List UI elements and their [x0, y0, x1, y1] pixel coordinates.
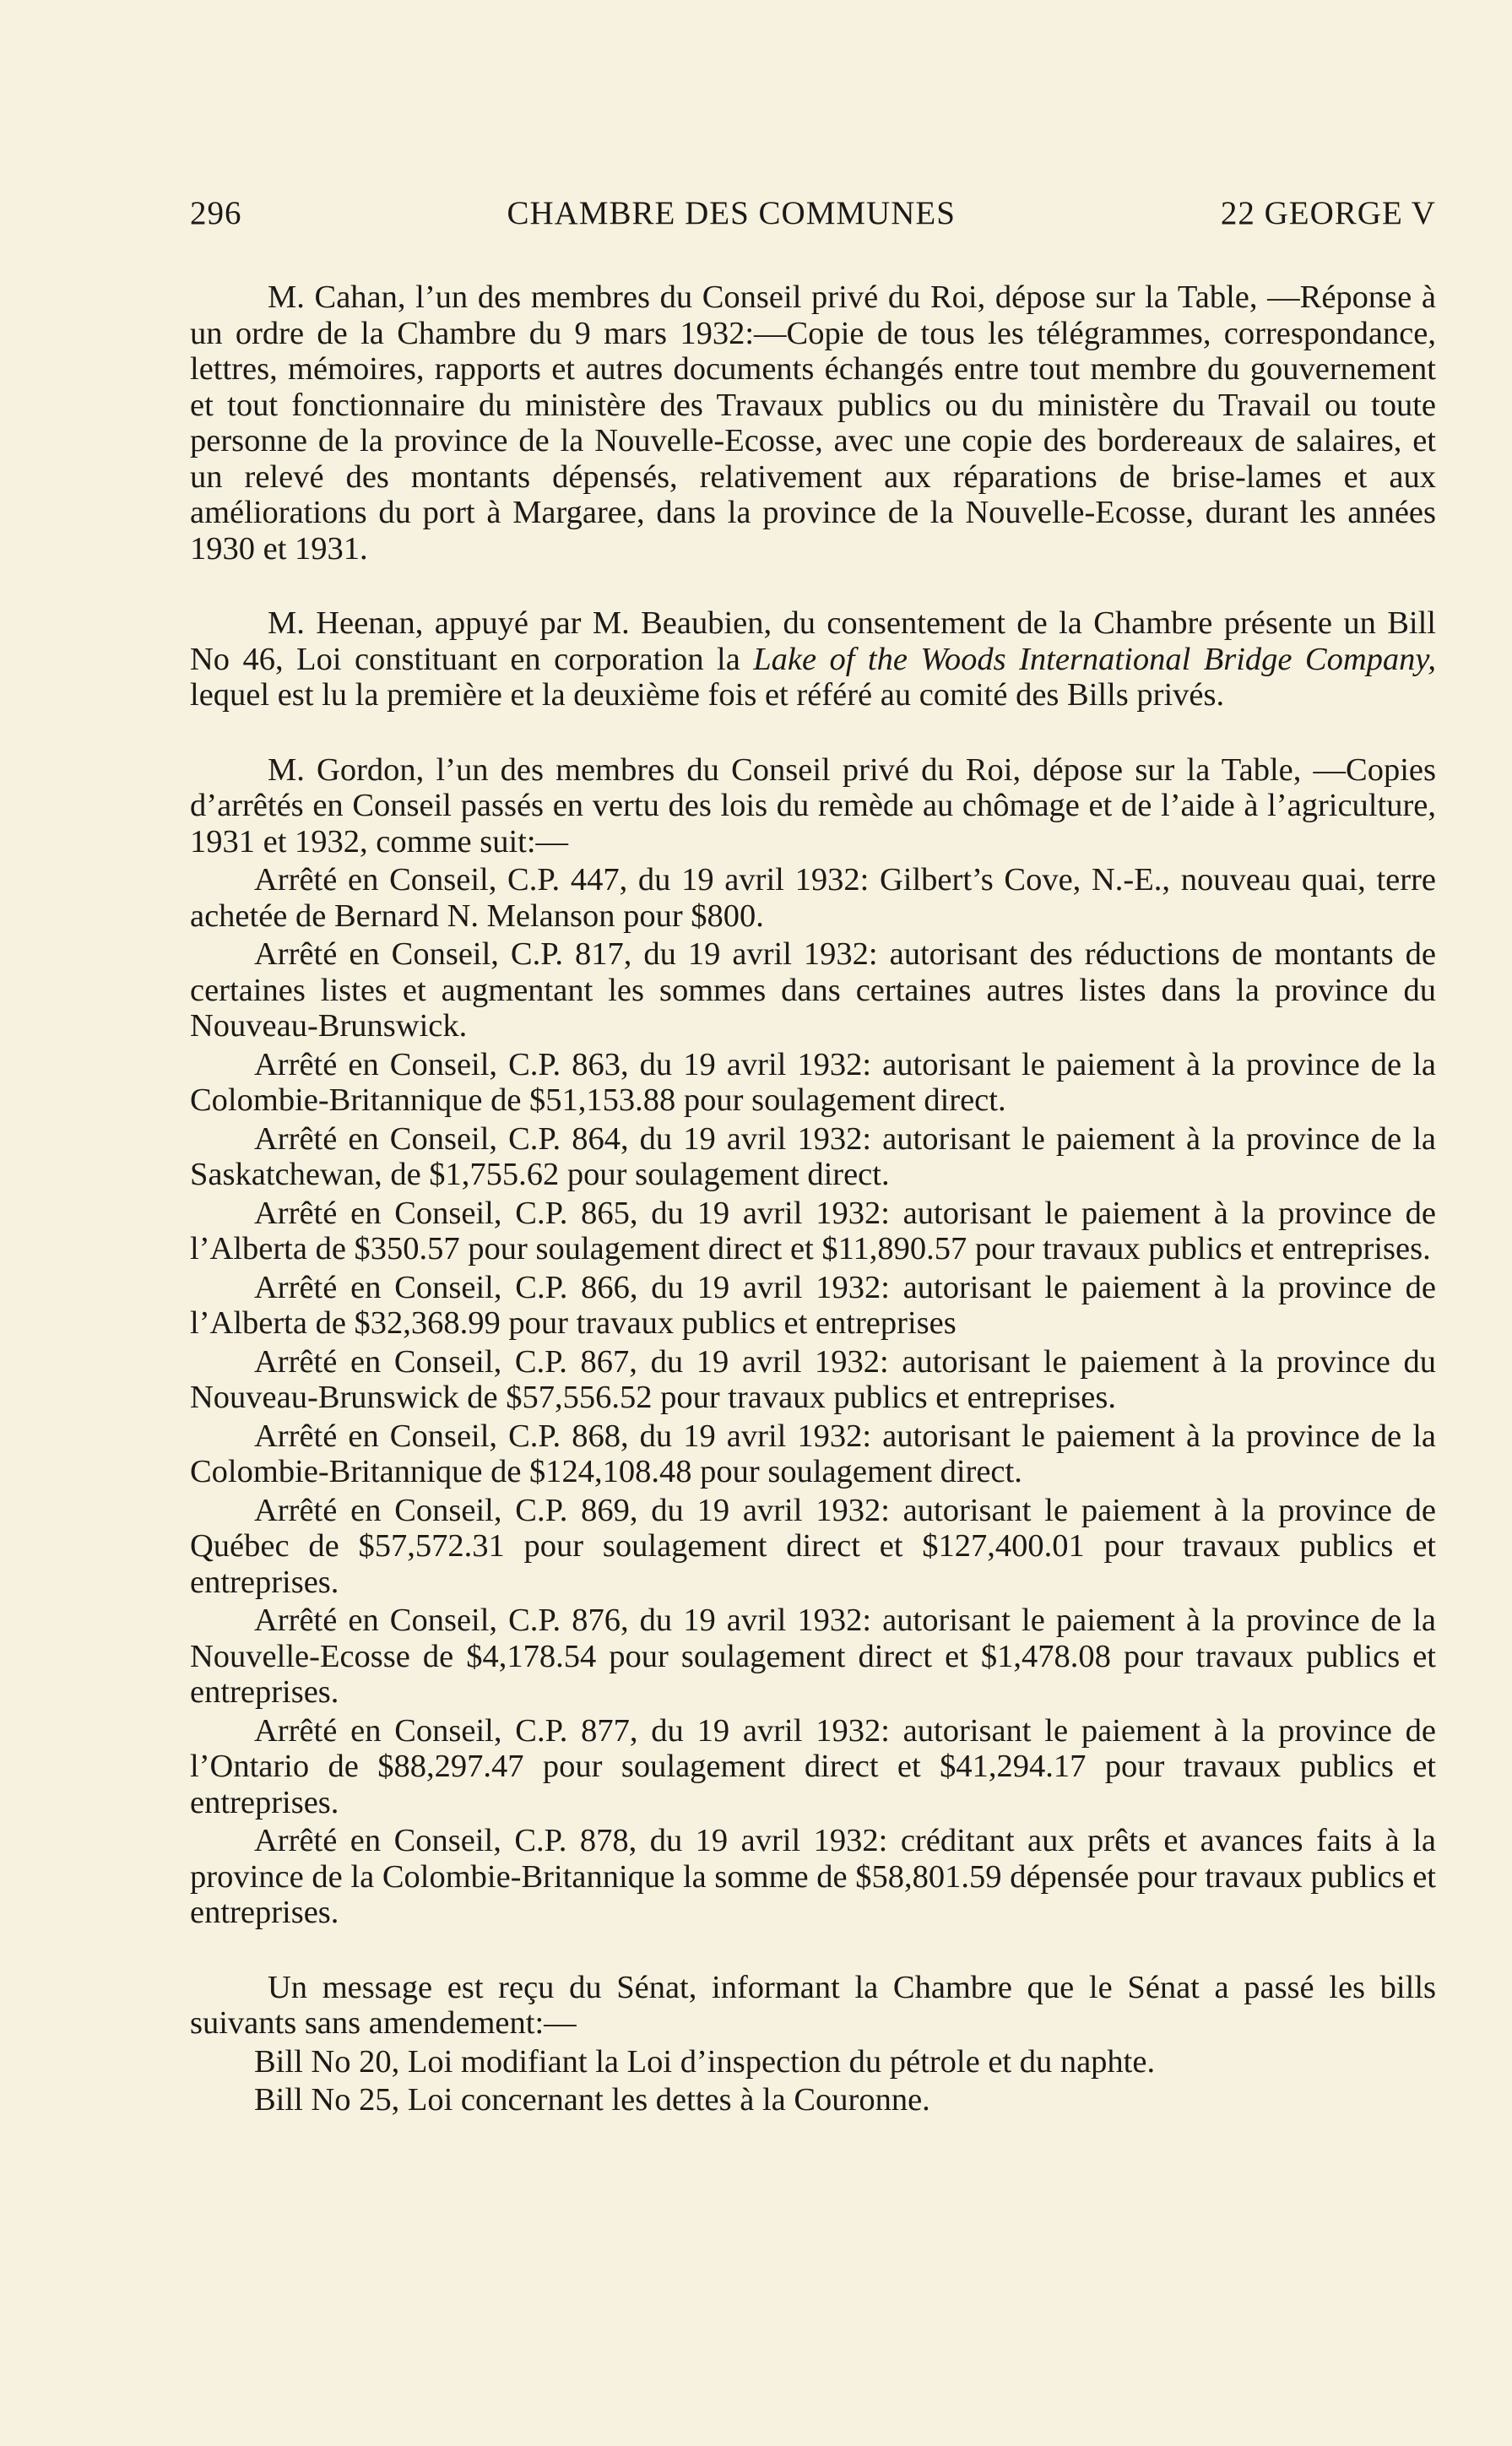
page-number: 296 — [190, 195, 242, 231]
page-body — [190, 279, 1436, 2118]
order-item: Arrêté en Conseil, C.P. 876, du 19 avril 1932: autorisant le paiement à la province de la Nouvelle-Ecosse de $4,178.54 pour soulagement direct et $1,478.08 pour travaux publics et entreprises. — [190, 1603, 1436, 1710]
order-item: Arrêté en Conseil, C.P. 863, du 19 avril 1932: autorisant le paiement à la province de la Colombie-Britannique de $51,153.88 pour soulagement direct. — [190, 1046, 1436, 1118]
bill-item: Bill No 20, Loi modifiant la Loi d’inspection du pétrole et du naphte. — [254, 2043, 1156, 2080]
bill-item: Bill No 25, Loi concernant les dettes à la Couronne. — [254, 2082, 930, 2118]
company-name: Lake of the Woods International Bridge Company, — [753, 641, 1437, 677]
order-item: Arrêté en Conseil, C.P. 865, du 19 avril 1932: autorisant le paiement à la province de l’Alberta de $350.57 pour soulagement direct et $11,890.57 pour travaux publics et entreprises. — [190, 1195, 1436, 1266]
order-item: Arrêté en Conseil, C.P. 868, du 19 avril 1932: autorisant le paiement à la province de la Colombie-Britannique de $124,108.48 pour soulagement direct. — [190, 1418, 1436, 1489]
order-item: Arrêté en Conseil, C.P. 866, du 19 avril 1932: autorisant le paiement à la province de l’Alberta de $32,368.99 pour travaux publics et entreprises — [190, 1269, 1436, 1341]
order-item: Arrêté en Conseil, C.P. 867, du 19 avril 1932: autorisant le paiement à la province du Nouveau-Brunswick de $57,556.52 pour travaux publics et entreprises. — [190, 1343, 1436, 1415]
paragraph-senate-message: Un message est reçu du Sénat, informant la Chambre que le Sénat a passé les bills suivants sans amendement:— — [190, 1969, 1436, 2041]
order-item: Arrêté en Conseil, C.P. 817, du 19 avril 1932: autorisant des réductions de montants de certaines listes et augmentant les sommes dans certaines autres listes dans la province du Nouveau-Brunswick. — [190, 936, 1436, 1044]
paragraph-heenan-before: M. Heenan, appuyé par M. Beaubien, du consentement de la Chambre présente un Bill No 46, Loi constituant en corporation la — [190, 605, 1436, 677]
order-item: Arrêté en Conseil, C.P. 864, du 19 avril 1932: autorisant le paiement à la province de la Saskatchewan, de $1,755.62 pour soulagement direct. — [190, 1120, 1436, 1192]
header-reign: 22 GEORGE V — [1220, 195, 1436, 231]
bills-list — [190, 2044, 1436, 2118]
order-item: Arrêté en Conseil, C.P. 447, du 19 avril 1932: Gilbert’s Cove, N.-E., nouveau quai, terre achetée de Bernard N. Melanson pour $800. — [190, 862, 1436, 934]
order-item: Arrêté en Conseil, C.P. 869, du 19 avril 1932: autorisant le paiement à la province de Québec de $57,572.31 pour soulagement direct et $127,400.01 pour travaux publics et entreprises. — [190, 1492, 1436, 1600]
order-item: Arrêté en Conseil, C.P. 877, du 19 avril 1932: autorisant le paiement à la province de l’Ontario de $88,297.47 pour soulagement direct et $41,294.17 pour travaux publics et entreprises. — [190, 1712, 1436, 1820]
paragraph-heenan — [190, 605, 1436, 713]
running-header — [190, 194, 1436, 232]
header-title: CHAMBRE DES COMMUNES — [507, 195, 956, 231]
paragraph-heenan-after: lequel est lu la première et la deuxième fois et référé au comité des Bills privés. — [190, 677, 1225, 713]
paragraph-cahan: M. Cahan, l’un des membres du Conseil privé du Roi, dépose sur la Table, —Réponse à un ordre de la Chambre du 9 mars 1932:—Copie de tous les télégrammes, correspondance, lettres, mémoires, rapports et autres documents échangés entre tout membre du gouvernement et tout fonctionnaire du ministère des Travaux publics ou du ministère du Travail ou toute personne de la province de la Nouvelle-Ecosse, avec une copie des bordereaux de salaires, et un relevé des montants dépensés, relativement aux réparations de brise-lames et aux améliorations du port à Margaree, dans la province de la Nouvelle-Ecosse, durant les années 1930 et 1931. — [190, 279, 1436, 567]
paragraph-gordon: M. Gordon, l’un des membres du Conseil privé du Roi, dépose sur la Table, —Copies d’arrêtés en Conseil passés en vertu des lois du remède au chômage et de l’aide à l’agriculture, 1931 et 1932, comme suit:— — [190, 751, 1436, 860]
orders-list — [190, 862, 1436, 1931]
order-item: Arrêté en Conseil, C.P. 878, du 19 avril 1932: créditant aux prêts et avances faits à la province de la Colombie-Britannique la somme de $58,801.59 dépensée pour travaux publics et entreprises. — [190, 1823, 1436, 1930]
